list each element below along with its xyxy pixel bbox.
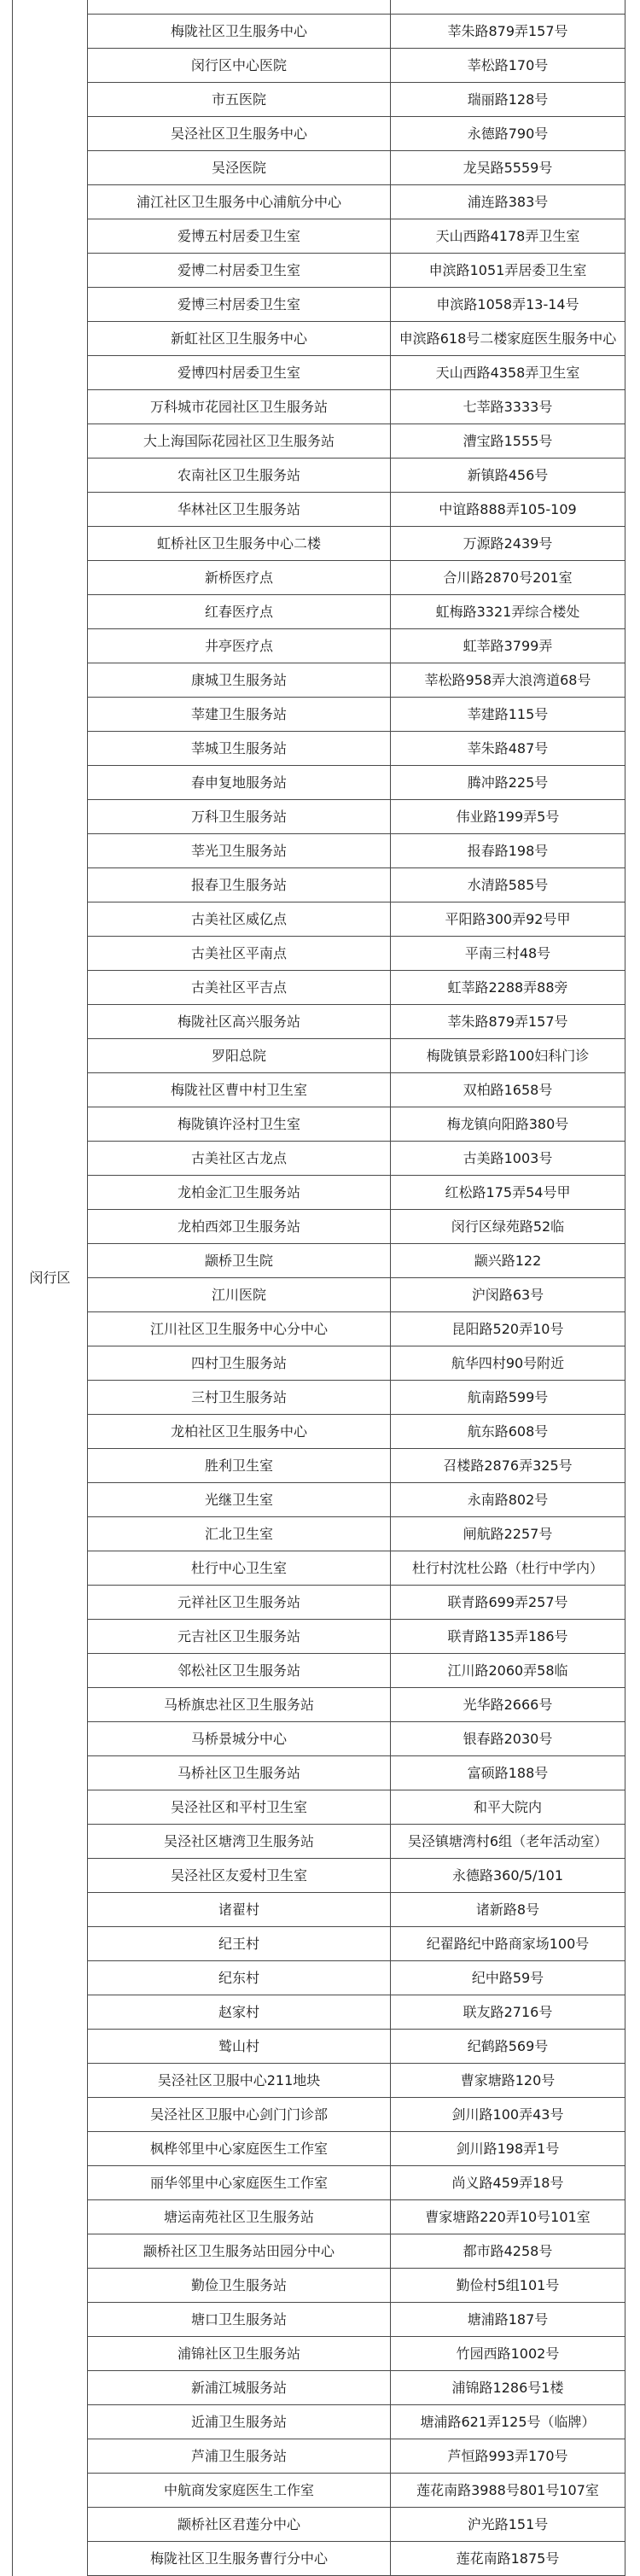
site-address-cell: 永德路360/5/101 — [391, 1859, 625, 1893]
site-name-cell: 罗阳总院 — [88, 1039, 391, 1073]
site-name-cell: 新浦江城服务站 — [88, 2371, 391, 2405]
site-address-cell: 闵行区绿苑路52临 — [391, 1210, 625, 1244]
site-address-cell: 虹莘路3799弄 — [391, 629, 625, 663]
table-row — [13, 527, 625, 561]
site-address-cell: 航华四村90号附近 — [391, 1346, 625, 1381]
table-row — [13, 151, 625, 185]
site-name-cell: 吴泾社区和平村卫生室 — [88, 1790, 391, 1825]
site-address-cell: 瑞丽路128号 — [391, 83, 625, 117]
site-name-cell: 新虹社区卫生服务中心 — [88, 322, 391, 356]
table-row — [13, 1005, 625, 1039]
site-name-cell: 塘运南苑社区卫生服务站 — [88, 2200, 391, 2234]
site-address-cell: 勤俭村5组101号 — [391, 2269, 625, 2303]
site-address-cell: 红松路175弄54号甲 — [391, 1176, 625, 1210]
site-name-cell: 龙柏社区卫生服务中心 — [88, 1415, 391, 1449]
site-name-cell: 赵家村 — [88, 1995, 391, 2030]
site-name-cell: 枫桦邻里中心家庭医生工作室 — [88, 2132, 391, 2166]
table-row — [13, 1517, 625, 1551]
site-name-cell: 丽华邻里中心家庭医生工作室 — [88, 2166, 391, 2200]
site-name-cell: 龙柏金汇卫生服务站 — [88, 1176, 391, 1210]
site-name-cell: 吴泾社区友爱村卫生室 — [88, 1859, 391, 1893]
site-name-cell: 新桥医疗点 — [88, 561, 391, 595]
site-address-cell: 莲花南路1875号 — [391, 2542, 625, 2576]
site-address-cell: 腾冲路225号 — [391, 766, 625, 800]
site-address-cell: 江川路2060弄58临 — [391, 1654, 625, 1688]
site-address-cell: 塘浦路187号 — [391, 2303, 625, 2337]
site-address-cell: 双柏路1658号 — [391, 1073, 625, 1107]
site-address-cell: 浦连路383号 — [391, 185, 625, 219]
site-address-cell: 莘朱路879弄157号 — [391, 1005, 625, 1039]
site-name-cell: 元祥社区卫生服务站 — [88, 1586, 391, 1620]
table-row — [13, 800, 625, 834]
site-name-cell: 古美社区平南点 — [88, 937, 391, 971]
table-row — [13, 493, 625, 527]
site-name-cell: 芦浦卫生服务站 — [88, 2439, 391, 2474]
site-address-cell: 莘朱路487号 — [391, 732, 625, 766]
site-name-cell: 塘口卫生服务站 — [88, 2303, 391, 2337]
site-name-cell: 吴泾社区卫生服务中心 — [88, 117, 391, 151]
table-row — [13, 2064, 625, 2098]
table-row — [13, 766, 625, 800]
table-row — [13, 0, 625, 15]
site-address-cell: 银春路2030号 — [391, 1722, 625, 1756]
site-address-cell: 诸新路8号 — [391, 1893, 625, 1927]
site-name-cell: 吴泾社区塘湾卫生服务站 — [88, 1825, 391, 1859]
table-row — [13, 459, 625, 493]
site-address-cell: 沪闵路63号 — [391, 1278, 625, 1312]
table-row — [13, 1176, 625, 1210]
site-name-cell: 元吉社区卫生服务站 — [88, 1620, 391, 1654]
site-address-cell: 报春路198号 — [391, 834, 625, 868]
site-name-cell: 古美社区古龙点 — [88, 1142, 391, 1176]
site-address-cell: 联青路699弄257号 — [391, 1586, 625, 1620]
table-row — [13, 117, 625, 151]
site-name-cell: 纪东村 — [88, 1961, 391, 1995]
site-address-cell: 浦锦路1286号1楼 — [391, 2371, 625, 2405]
site-name-cell: 四村卫生服务站 — [88, 1346, 391, 1381]
site-name-cell: 杜行中心卫生室 — [88, 1551, 391, 1586]
site-address-cell: 航南路599号 — [391, 1381, 625, 1415]
site-name-cell: 爱博四村居委卫生室 — [88, 356, 391, 390]
site-name-cell: 吴泾社区卫服中心211地块 — [88, 2064, 391, 2098]
site-name-cell: 梅陇镇许泾村卫生室 — [88, 1107, 391, 1142]
site-address-cell: 天山西路4358弄卫生室 — [391, 356, 625, 390]
site-name-cell: 浦锦社区卫生服务站 — [88, 2337, 391, 2371]
site-address-cell: 召楼路2876弄325号 — [391, 1449, 625, 1483]
table-row — [13, 2200, 625, 2234]
table-row — [13, 868, 625, 902]
site-address-cell: 莘松路958弄大浪湾道68号 — [391, 663, 625, 698]
table-row — [13, 1278, 625, 1312]
site-name-cell: 颛桥社区君莲分中心 — [88, 2508, 391, 2542]
table-row — [13, 49, 625, 83]
table-row — [13, 629, 625, 663]
table-row — [13, 1995, 625, 2030]
site-address-cell: 永南路802号 — [391, 1483, 625, 1517]
site-address-cell: 剑川路198弄1号 — [391, 2132, 625, 2166]
site-address-cell: 古美路1003号 — [391, 1142, 625, 1176]
site-name-cell: 爱博二村居委卫生室 — [88, 254, 391, 288]
site-address-cell: 联青路135弄186号 — [391, 1620, 625, 1654]
table-row — [13, 1551, 625, 1586]
site-address-cell: 塘浦路621弄125号（临牌） — [391, 2405, 625, 2439]
site-name-cell: 莘光卫生服务站 — [88, 834, 391, 868]
site-address-cell: 剑川路100弄43号 — [391, 2098, 625, 2132]
site-name-cell: 报春卫生服务站 — [88, 868, 391, 902]
site-address-cell: 富硕路188号 — [391, 1756, 625, 1790]
site-name-cell: 华林社区卫生服务站 — [88, 493, 391, 527]
site-address-cell: 平南三村48号 — [391, 937, 625, 971]
table-row — [13, 1210, 625, 1244]
site-name-cell: 邻松社区卫生服务站 — [88, 1654, 391, 1688]
table-row — [13, 834, 625, 868]
site-address-cell: 万源路2439号 — [391, 527, 625, 561]
table-row — [13, 1586, 625, 1620]
site-name-cell: 梅陇社区曹中村卫生室 — [88, 1073, 391, 1107]
table-row — [13, 1790, 625, 1825]
site-address-cell: 芦恒路993弄170号 — [391, 2439, 625, 2474]
site-address-cell: 光华路2666号 — [391, 1688, 625, 1722]
table-row — [13, 322, 625, 356]
site-address-cell: 莘朱路879弄157号 — [391, 15, 625, 49]
site-name-cell: 闵行区中心医院 — [88, 49, 391, 83]
table-row — [13, 2474, 625, 2508]
table-row — [13, 15, 625, 49]
site-address-cell: 梅龙镇向阳路380号 — [391, 1107, 625, 1142]
table-row — [13, 1483, 625, 1517]
table-row — [13, 1381, 625, 1415]
site-name-cell: 康城卫生服务站 — [88, 663, 391, 698]
site-address-cell — [391, 0, 625, 15]
site-address-cell: 梅陇镇景彩路100妇科门诊 — [391, 1039, 625, 1073]
site-name-cell — [88, 0, 391, 15]
table-row — [13, 663, 625, 698]
site-address-cell: 纪鹤路569号 — [391, 2030, 625, 2064]
site-name-cell: 纪王村 — [88, 1927, 391, 1961]
site-address-cell: 申滨路1058弄13-14号 — [391, 288, 625, 322]
table-row — [13, 1825, 625, 1859]
site-address-cell: 联友路2716号 — [391, 1995, 625, 2030]
site-address-cell: 杜行村沈杜公路（杜行中学内） — [391, 1551, 625, 1586]
table-row — [13, 595, 625, 629]
site-name-cell: 农南社区卫生服务站 — [88, 459, 391, 493]
table-row — [13, 219, 625, 254]
site-table — [12, 0, 625, 2576]
table-row — [13, 2030, 625, 2064]
table-row — [13, 1346, 625, 1381]
table-row — [13, 1073, 625, 1107]
site-address-cell: 莘建路115号 — [391, 698, 625, 732]
table-row — [13, 1722, 625, 1756]
site-table-body — [13, 0, 625, 2576]
site-name-cell: 颛桥卫生院 — [88, 1244, 391, 1278]
site-name-cell: 爱博五村居委卫生室 — [88, 219, 391, 254]
table-row — [13, 83, 625, 117]
site-address-cell: 中谊路888弄105-109 — [391, 493, 625, 527]
site-name-cell: 近浦卫生服务站 — [88, 2405, 391, 2439]
site-address-cell: 漕宝路1555号 — [391, 424, 625, 459]
table-row — [13, 2542, 625, 2576]
site-name-cell: 光继卫生室 — [88, 1483, 391, 1517]
site-name-cell: 古美社区威亿点 — [88, 902, 391, 937]
table-row — [13, 937, 625, 971]
table-row — [13, 1961, 625, 1995]
site-name-cell: 红春医疗点 — [88, 595, 391, 629]
site-name-cell: 吴泾社区卫服中心剑门门诊部 — [88, 2098, 391, 2132]
site-address-cell: 航东路608号 — [391, 1415, 625, 1449]
site-address-cell: 曹家塘路120号 — [391, 2064, 625, 2098]
site-address-cell: 七莘路3333号 — [391, 390, 625, 424]
site-name-cell: 马桥社区卫生服务站 — [88, 1756, 391, 1790]
site-name-cell: 诸翟村 — [88, 1893, 391, 1927]
site-name-cell: 万科城市花园社区卫生服务站 — [88, 390, 391, 424]
site-name-cell: 梅陇社区高兴服务站 — [88, 1005, 391, 1039]
table-row — [13, 356, 625, 390]
site-name-cell: 爱博三村居委卫生室 — [88, 288, 391, 322]
site-address-cell: 曹家塘路220弄10号101室 — [391, 2200, 625, 2234]
site-address-cell: 闸航路2257号 — [391, 1517, 625, 1551]
site-address-cell: 龙吴路5559号 — [391, 151, 625, 185]
table-row — [13, 732, 625, 766]
site-name-cell: 莘建卫生服务站 — [88, 698, 391, 732]
site-address-cell: 申滨路618号二楼家庭医生服务中心 — [391, 322, 625, 356]
district-cell: 闵行区 — [13, 0, 88, 2576]
table-row — [13, 2371, 625, 2405]
table-row — [13, 971, 625, 1005]
table-row — [13, 1756, 625, 1790]
site-name-cell: 浦江社区卫生服务中心浦航分中心 — [88, 185, 391, 219]
site-address-cell: 虹梅路3321弄综合楼处 — [391, 595, 625, 629]
site-name-cell: 大上海国际花园社区卫生服务站 — [88, 424, 391, 459]
table-row — [13, 2166, 625, 2200]
table-row — [13, 2303, 625, 2337]
table-row — [13, 1107, 625, 1142]
site-name-cell: 马桥旗忠社区卫生服务站 — [88, 1688, 391, 1722]
site-address-cell: 都市路4258号 — [391, 2234, 625, 2269]
table-row — [13, 1449, 625, 1483]
table-row — [13, 698, 625, 732]
site-address-cell: 水清路585号 — [391, 868, 625, 902]
site-address-cell: 伟业路199弄5号 — [391, 800, 625, 834]
site-address-cell: 永德路790号 — [391, 117, 625, 151]
site-name-cell: 鹫山村 — [88, 2030, 391, 2064]
table-row — [13, 254, 625, 288]
table-row — [13, 1244, 625, 1278]
site-name-cell: 市五医院 — [88, 83, 391, 117]
table-row — [13, 2098, 625, 2132]
table-row — [13, 424, 625, 459]
site-name-cell: 春申复地服务站 — [88, 766, 391, 800]
site-name-cell: 梅陇社区卫生服务曹行分中心 — [88, 2542, 391, 2576]
table-row — [13, 1142, 625, 1176]
table-row — [13, 902, 625, 937]
site-name-cell: 三村卫生服务站 — [88, 1381, 391, 1415]
site-name-cell: 江川社区卫生服务中心分中心 — [88, 1312, 391, 1346]
site-address-cell: 合川路2870号201室 — [391, 561, 625, 595]
table-row — [13, 1859, 625, 1893]
table-row — [13, 288, 625, 322]
site-name-cell: 胜利卫生室 — [88, 1449, 391, 1483]
site-address-cell: 纪中路59号 — [391, 1961, 625, 1995]
site-name-cell: 中航商发家庭医生工作室 — [88, 2474, 391, 2508]
site-address-cell: 颛兴路122 — [391, 1244, 625, 1278]
site-address-cell: 莘松路170号 — [391, 49, 625, 83]
site-address-cell: 新镇路456号 — [391, 459, 625, 493]
site-name-cell: 莘城卫生服务站 — [88, 732, 391, 766]
site-name-cell: 颛桥社区卫生服务站田园分中心 — [88, 2234, 391, 2269]
table-row — [13, 2508, 625, 2542]
table-row — [13, 1893, 625, 1927]
site-name-cell: 勤俭卫生服务站 — [88, 2269, 391, 2303]
site-name-cell: 井亭医疗点 — [88, 629, 391, 663]
site-name-cell: 马桥景城分中心 — [88, 1722, 391, 1756]
table-row — [13, 1415, 625, 1449]
table-row — [13, 390, 625, 424]
site-address-cell: 虹莘路2288弄88旁 — [391, 971, 625, 1005]
site-address-cell: 昆阳路520弄10号 — [391, 1312, 625, 1346]
site-address-cell: 沪光路151号 — [391, 2508, 625, 2542]
site-name-cell: 吴泾医院 — [88, 151, 391, 185]
table-row — [13, 1039, 625, 1073]
site-name-cell: 古美社区平吉点 — [88, 971, 391, 1005]
table-row — [13, 1312, 625, 1346]
site-address-cell: 纪翟路纪中路商家场100号 — [391, 1927, 625, 1961]
site-name-cell: 万科卫生服务站 — [88, 800, 391, 834]
site-address-cell: 竹园西路1002号 — [391, 2337, 625, 2371]
site-name-cell: 龙柏西郊卫生服务站 — [88, 1210, 391, 1244]
site-name-cell: 虹桥社区卫生服务中心二楼 — [88, 527, 391, 561]
site-name-cell: 梅陇社区卫生服务中心 — [88, 15, 391, 49]
table-row — [13, 2269, 625, 2303]
site-address-cell: 申滨路1051弄居委卫生室 — [391, 254, 625, 288]
table-row — [13, 2132, 625, 2166]
site-address-cell: 天山西路4178弄卫生室 — [391, 219, 625, 254]
table-row — [13, 1688, 625, 1722]
table-row — [13, 2234, 625, 2269]
site-address-cell: 平阳路300弄92号甲 — [391, 902, 625, 937]
table-row — [13, 1654, 625, 1688]
site-address-cell: 莲花南路3988号801号107室 — [391, 2474, 625, 2508]
site-address-cell: 和平大院内 — [391, 1790, 625, 1825]
table-row — [13, 2439, 625, 2474]
site-name-cell: 汇北卫生室 — [88, 1517, 391, 1551]
table-row — [13, 2337, 625, 2371]
site-name-cell: 江川医院 — [88, 1278, 391, 1312]
table-row — [13, 1620, 625, 1654]
table-row — [13, 185, 625, 219]
table-row — [13, 2405, 625, 2439]
table-row — [13, 1927, 625, 1961]
site-address-cell: 吴泾镇塘湾村6组（老年活动室） — [391, 1825, 625, 1859]
table-row — [13, 561, 625, 595]
site-address-cell: 尚义路459弄18号 — [391, 2166, 625, 2200]
